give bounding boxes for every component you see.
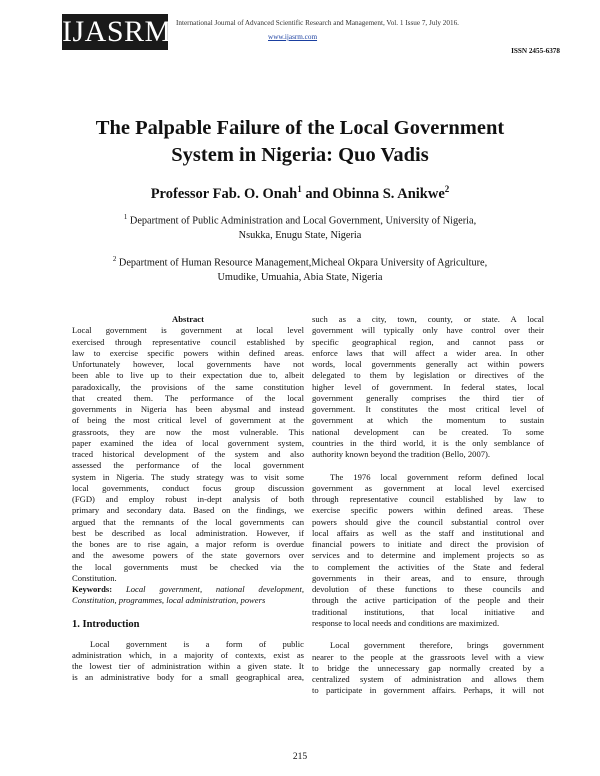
body-line: to complement the activities of the State and federal <box>312 561 544 572</box>
body-line: traditional institutions, that local initiative and <box>312 606 544 617</box>
body-line: financial powers to initiate and direct the provision of <box>312 539 544 549</box>
abstract-line: that created them. The performance of the local <box>72 392 304 403</box>
journal-logo: IJASRM <box>62 15 172 48</box>
abstract-body <box>72 325 304 584</box>
body-line: governments in their areas, and to ensure, through <box>312 572 544 583</box>
body-line: specific geographical region, and cannot pass or <box>312 336 544 347</box>
body-line: services and to determine and implement projects so as <box>312 550 544 561</box>
body-line: local affairs as well as the staff and institutional and <box>312 527 544 538</box>
body-line: words, local governments generally act within powers <box>312 359 544 369</box>
body-line: national development can be created. To some <box>312 426 544 437</box>
abstract-line: and the awesome powers of the state governors over <box>72 550 304 561</box>
paragraph-3 <box>312 640 544 696</box>
abstract-line: Unfortunately however, local governments have not <box>72 359 304 369</box>
abstract-line: local governments, conduct focus group discussion <box>72 482 304 493</box>
affil-line: Umudike, Umuahia, Abia State, Nigeria <box>217 272 383 284</box>
author-affil-marker: 2 <box>444 184 450 194</box>
body-line: powers should give the council substantial control over <box>312 516 544 527</box>
paper-title <box>40 115 560 169</box>
journal-citation: International Journal of Advanced Scientific Research and Management, Vol. 1 Issue 7, July 2016. <box>176 19 459 27</box>
body-line: Local government therefore, brings government <box>330 640 544 651</box>
introduction-body <box>72 639 304 684</box>
title-line: System in Nigeria: Quo Vadis <box>171 144 429 166</box>
abstract-line: Constitution. <box>72 572 117 583</box>
affil-marker: 2 <box>112 255 117 263</box>
abstract-line: law to exercise specific powers within defined areas. <box>72 347 304 358</box>
author-list <box>40 184 560 203</box>
author-joiner: and <box>301 185 333 202</box>
body-line: authority known beyond the tradition (Bello, 2007). <box>312 449 491 459</box>
intro-line: administration which, in a majority of contexts, exist as <box>72 649 304 660</box>
intro-line: the lowest tier of administration within a given state. It <box>72 661 304 671</box>
body-line: through representative council established by law to <box>312 494 544 504</box>
abstract-line: system in Nigeria. The study strategy was to visit some <box>72 471 304 482</box>
intro-line: Local government is a form of public <box>90 638 304 649</box>
body-line: government will typically only have control over their <box>312 325 544 336</box>
abstract-line: of being the most critical level of government at the <box>72 415 304 426</box>
title-line: The Palpable Failure of the Local Government <box>95 117 505 139</box>
affil-line: Department of Public Administration and Local Government, University of Nigeria, <box>127 215 477 227</box>
affil-line: Department of Human Resource Management,Micheal Okpara University of Agriculture, <box>116 257 488 269</box>
abstract-line: Local government is government at local level <box>72 325 304 336</box>
body-line: centralized system of administration and allows them <box>312 674 544 684</box>
abstract-line: the local governments must be checked via the <box>72 561 304 572</box>
abstract-line: (FGD) and employ robust in-dept analysis of both <box>72 494 304 504</box>
body-line: response to local needs and conditions are maximized. <box>312 617 500 628</box>
issn-number: ISSN 2455-6378 <box>511 47 560 55</box>
affil-line: Nsukka, Enugu State, Nigeria <box>238 230 362 242</box>
page-number: 215 <box>292 752 308 762</box>
author-name: Obinna S. Anikwe <box>332 185 445 202</box>
paragraph-1 <box>312 314 544 460</box>
intro-line: is an administrative body for a small geographical area, <box>72 672 304 683</box>
body-line: government. It constitutes the most critical level of <box>312 404 544 414</box>
author-affil-marker: 1 <box>297 184 302 194</box>
body-line: government generally comprises the third tier of <box>312 392 544 403</box>
abstract-line: primary and secondary data. Based on the findings, we <box>72 505 304 516</box>
abstract-line: governments in Nigeria has been abysmal and instead <box>72 404 304 414</box>
body-line: such as a city, town, county, or state. A local <box>312 314 544 324</box>
affil-marker: 1 <box>123 213 128 221</box>
body-line: enforce laws that will affect a wider area. In other <box>312 347 544 358</box>
body-line: to bridge the unnecessary gap normally created by a <box>312 662 544 673</box>
body-line: through the active participation of the people and their <box>312 595 544 606</box>
body-line: higher level of government. In federal states, local <box>312 381 544 392</box>
keywords-text: Local government, national development, <box>112 584 304 594</box>
body-line: devolution of these functions to these councils and <box>312 584 544 594</box>
keywords-block <box>72 584 304 607</box>
abstract-line: been able to live up to their expectation due to, albeit <box>72 370 304 381</box>
abstract-line: assessed the performance of the local government <box>72 460 304 471</box>
abstract-heading: Abstract <box>172 314 204 324</box>
abstract-line: best be described as local administration. However, if <box>72 527 304 538</box>
section-heading-introduction: 1. Introduction <box>72 618 140 630</box>
body-line: nearer to the people at the grassroots level with a view <box>312 651 544 662</box>
abstract-line: traced historical development of the system and also <box>72 449 304 459</box>
abstract-line: the bones are to rise again, a major reform is overdue <box>72 539 304 549</box>
abstract-line: argued that the remnants of the local governments can <box>72 516 304 527</box>
right-column <box>312 314 544 697</box>
abstract-line: grassroots, they are now the most vulnerable. This <box>72 426 304 437</box>
keywords-line: Constitution, programmes, local administration, powers <box>72 595 266 606</box>
author-name: Professor Fab. O. Onah <box>150 185 298 202</box>
affiliation-2 <box>60 252 540 285</box>
abstract-line: paradoxically, the provisions of the same constitution <box>72 381 304 392</box>
body-line: exercise specific powers within defined areas. These <box>312 505 544 516</box>
abstract-line: paper examined the idea of local government system, <box>72 437 304 448</box>
left-column <box>72 314 304 684</box>
body-line: to participate in government affairs. Perhaps, it will not <box>312 685 544 696</box>
journal-url-link[interactable]: www.ijasrm.com <box>268 33 318 41</box>
body-line: countries in the third world, it is the only semblance of <box>312 437 544 448</box>
body-line: government as government at local level exercised <box>312 482 544 493</box>
body-line: government at which the momentum to sustain <box>312 415 544 426</box>
body-line: The 1976 local government reform defined local <box>330 471 544 482</box>
affiliation-1 <box>60 210 540 243</box>
keywords-line <box>72 584 304 595</box>
body-line: delegated to them by legislation or directives of the <box>312 370 544 381</box>
keywords-label: Keywords: <box>72 584 113 594</box>
abstract-line: exercised through representative council established by <box>72 336 304 347</box>
paragraph-2 <box>312 472 544 630</box>
